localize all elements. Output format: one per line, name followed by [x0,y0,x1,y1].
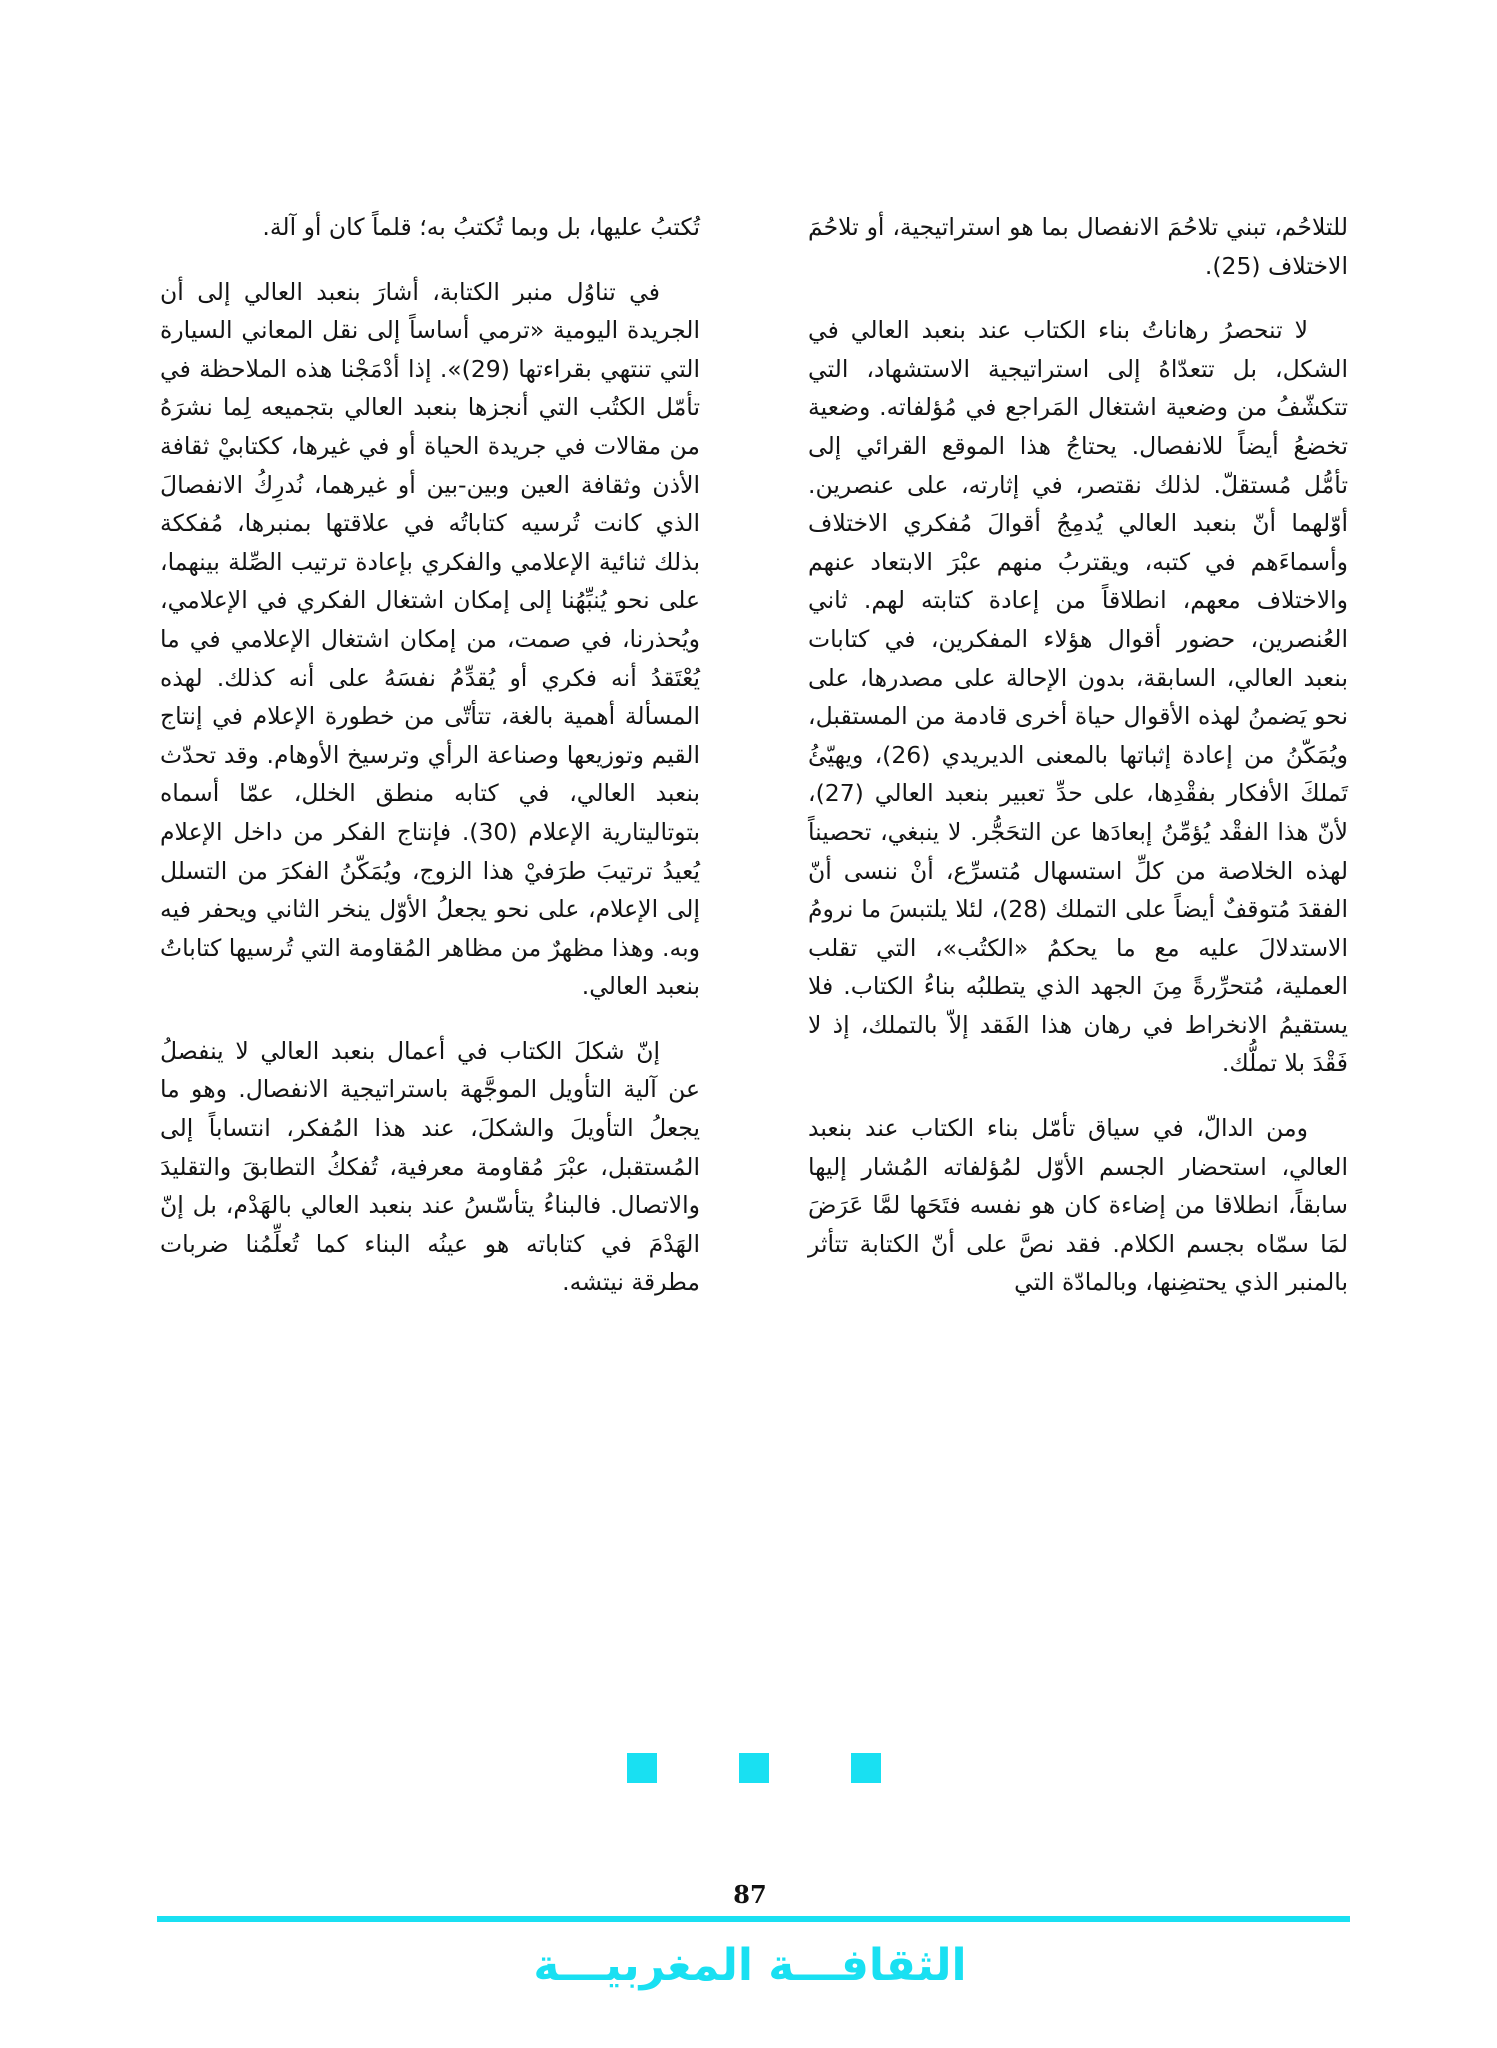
square-ornament [851,1753,881,1783]
section-end-ornament [627,1753,877,1783]
paragraph: للتلاحُم، تبني تلاحُمَ الانفصال بما هو استراتيجية، أو تلاحُمَ الاختلاف (25). [808,213,1348,280]
paragraph: في تناوُل منبر الكتابة، أشارَ بنعبد العالي إلى أن الجريدة اليومية «ترمي أساساً إلى نقل المعاني السيارة التي تنتهي بقراءتها (29)». إذا أدْمَجْنا هذه الملاحظة في تأمّل الكتُب التي أنجزها بنعبد العالي بتجميعه لِما نشرَهُ من مقالات في جريدة الحياة أو في غيرها، ككتابيْ ثقافة الأذن وثقافة العين وبين-بين أو غيرهما، نُدرِكُ الانفصالَ الذي كانت تُرسيه كتاباتُه في علاقتها بمنبرها، مُفككة بذلك ثنائية الإعلامي والفكري بإعادة ترتيب الصِّلة بينهما، على نحو يُنبِّهُنا إلى إمكان اشتغال الفكري في الإعلامي، ويُحذرنا، في صمت، من إمكان اشتغال الإعلامي في ما يُعْتَقدُ أنه فكري أو يُقدِّمُ نفسَهُ على أنه كذلك. لهذه المسألة أهمية بالغة، تتأتّى من خطورة الإعلام في إنتاج القيم وتوزيعها وصناعة الرأي وترسيخ الأوهام. وقد تحدّث بنعبد العالي، في كتابه منطق الخلل، عمّا أسماه بتوتاليتارية الإعلام (30). فإنتاج الفكر من داخل الإعلام يُعيدُ ترتيبَ طرَفيْ هذا الزوج، ويُمَكّنُ الفكرَ من التسلل إلى الإعلام، على نحو يجعلُ الأوّل ينخر الثاني ويحفر فيه وبه. وهذا مظهرٌ من مظاهر المُقاومة التي تُرسيها كتاباتُ بنعبد العالي. [160,277,700,1001]
journal-title: الثقافـــة المغربيـــة [533,1940,967,1991]
page-number: 87 [733,1880,767,1909]
text-column-left [160,208,700,1328]
square-ornament [739,1753,769,1783]
text-column-right [808,208,1348,1328]
square-ornament [627,1753,657,1783]
footer-divider [157,1916,1350,1922]
paragraph: إنّ شكلَ الكتاب في أعمال بنعبد العالي لا ينفصلُ عن آلية التأويل الموجَّهة باستراتيجية الانفصال. وهو ما يجعلُ التأويلَ والشكلَ، عند هذا المُفكر، انتساباً إلى المُستقبل، عبْرَ مُقاومة معرفية، تُفككُ التطابقَ والتقليدَ والاتصال. فالبناءُ يتأسّسُ عند بنعبد العالي بالهَدْم، بل إنّ الهَدْمَ في كتاباته هو عينُه البناء كما تُعلِّمُنا ضربات مطرقة نيتشه. [160,1036,700,1297]
paragraph: لا تنحصرُ رهاناتُ بناء الكتاب عند بنعبد العالي في الشكل، بل تتعدّاهُ إلى استراتيجية الاستشهاد، التي تتكشّفُ من وضعية اشتغال المَراجع في مُؤلفاته. وضعية تخضعُ أيضاً للانفصال. يحتاجُ هذا الموقع القرائي إلى تأمُّل مُستقلّ. لذلك نقتصر، في إثارته، على عنصرين. أوّلهما أنّ بنعبد العالي يُدمِجُ أقوالَ مُفكري الاختلاف وأسماءَهم في كتبه، ويقتربُ منهم عبْرَ الابتعاد عنهم والاختلاف معهم، انطلاقاً من إعادة كتابته لهم. ثاني العُنصرين، حضور أقوال هؤلاء المفكرين، في كتابات بنعبد العالي، السابقة، بدون الإحالة على مصدرها، على نحو يَضمنُ لهذه الأقوال حياة أخرى قادمة من المستقبل، ويُمَكّنُ من إعادة إثباتها بالمعنى الديريدي (26)، ويهيّئُ تَملكَ الأفكار بفقْدِها، على حدِّ تعبير بنعبد العالي (27)، لأنّ هذا الفقْد يُؤمِّنُ إبعادَها عن التحَجُّر. لا ينبغي، تحصيناً لهذه الخلاصة من كلِّ استسهال مُتسرِّع، أنْ ننسى أنّ الفقدَ مُتوقفٌ أيضاً على التملك (28)، لئلا يلتبسَ ما نرومُ الاستدلالَ عليه مع ما يحكمُ «الكتُب»، التي تقلب العملية، مُتحرِّرةً مِنَ الجهد الذي يتطلبُه بناءُ الكتاب. فلا يستقيمُ الانخراط في رهان هذا الفَقد إلاّ بالتملك، إذ لا فَقْدَ بلا تملُّك. [808,316,1348,1078]
paragraph: ومن الدالّ، في سياق تأمّل بناء الكتاب عند بنعبد العالي، استحضار الجسم الأوّل لمُؤلفاته المُشار إليها سابقاً، انطلاقا من إضاءة كان هو نفسه فتَحَها لمَّا عَرَضَ لمَا سمّاه بجسم الكلام. فقد نصَّ على أنّ الكتابة تتأثر بالمنبر الذي يحتضِنها، وبالمادّة التي [808,1114,1348,1297]
paragraph: تُكتبُ عليها، بل وبما تُكتبُ به؛ قلماً كان أو آلة. [262,213,700,241]
